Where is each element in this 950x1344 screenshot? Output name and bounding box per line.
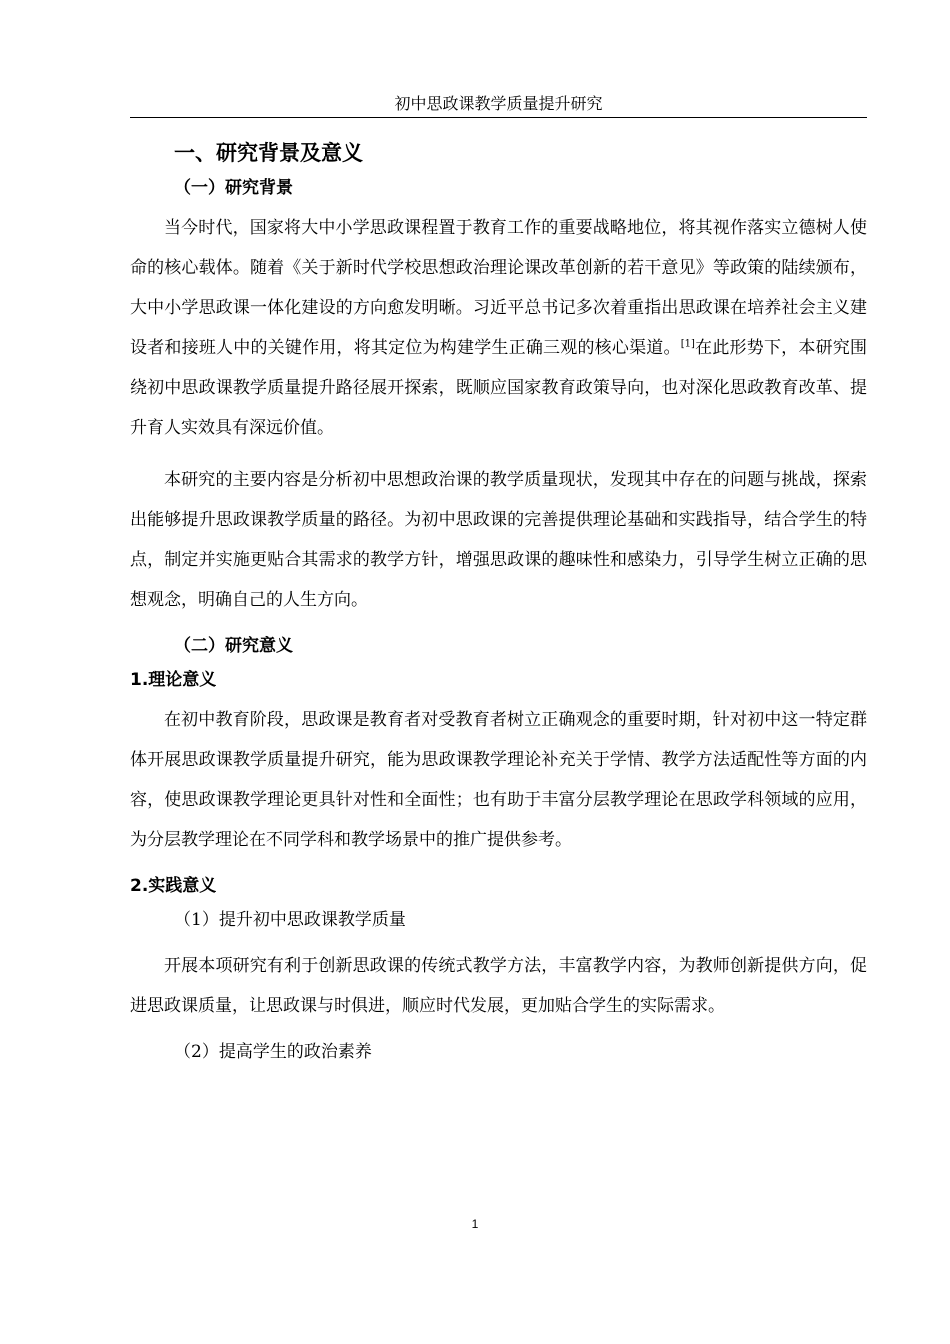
item-heading-2: （2）提高学生的政治素养 xyxy=(174,1042,372,1062)
heading-practice-significance: 2.实践意义 xyxy=(130,876,217,896)
running-header: 初中思政课教学质量提升研究 xyxy=(130,93,867,118)
section-heading: 一、研究背景及意义 xyxy=(174,141,363,165)
subsection-heading-background: （一）研究背景 xyxy=(174,178,293,198)
paragraph-background-2: 本研究的主要内容是分析初中思想政治课的教学质量现状，发现其中存在的问题与挑战，探索出能够提升思政课教学质量的路径。为初中思政课的完善提供理论基础和实践指导，结合学生的特点，制定并实施更贴合其需求的教学方针，增强思政课的趣味性和感染力，引导学生树立正确的思想观念，明确自己的人生方向。 xyxy=(130,470,867,610)
item-heading-1: （1）提升初中思政课教学质量 xyxy=(174,910,406,930)
paragraph-background-1 xyxy=(130,208,867,448)
paragraph-theory: 在初中教育阶段，思政课是教育者对受教育者树立正确观念的重要时期，针对初中这一特定群体开展思政课教学质量提升研究，能为思政课教学理论补充关于学情、教学方法适配性等方面的内容，使思政课教学理论更具针对性和全面性；也有助于丰富分层教学理论在思政学科领域的应用，为分层教学理论在不同学科和教学场景中的推广提供参考。 xyxy=(130,710,867,850)
paragraph-practice-1: 开展本项研究有利于创新思政课的传统式教学方法，丰富教学内容，为教师创新提供方向，促进思政课质量，让思政课与时俱进，顺应时代发展，更加贴合学生的实际需求。 xyxy=(130,956,867,1016)
subsection-heading-significance: （二）研究意义 xyxy=(174,636,293,656)
heading-theory-significance: 1.理论意义 xyxy=(130,670,217,690)
paragraph-text: 当今时代，国家将大中小学思政课程置于教育工作的重要战略地位，将其视作落实立德树人使命的核心载体。随着《关于新时代学校思想政治理论课改革创新的若干意见》等政策的陆续颁布，大中小学思政课一体化建设的方向愈发明晰。习近平总书记多次着重指出思政课在培养社会主义建设者和接班人中的关键作用，将其定位为构建学生正确三观的核心渠道。 xyxy=(130,218,867,358)
page-content xyxy=(130,130,867,1078)
citation-marker: [1] xyxy=(680,338,695,350)
paragraph-text: 在此形势下，本研究围绕初中思政课教学质量提升路径展开探索，既顺应国家教育政策导向，也对深化思政教育改革、提升育人实效具有深远价值。 xyxy=(130,338,868,438)
page-number: 1 xyxy=(471,1217,479,1231)
